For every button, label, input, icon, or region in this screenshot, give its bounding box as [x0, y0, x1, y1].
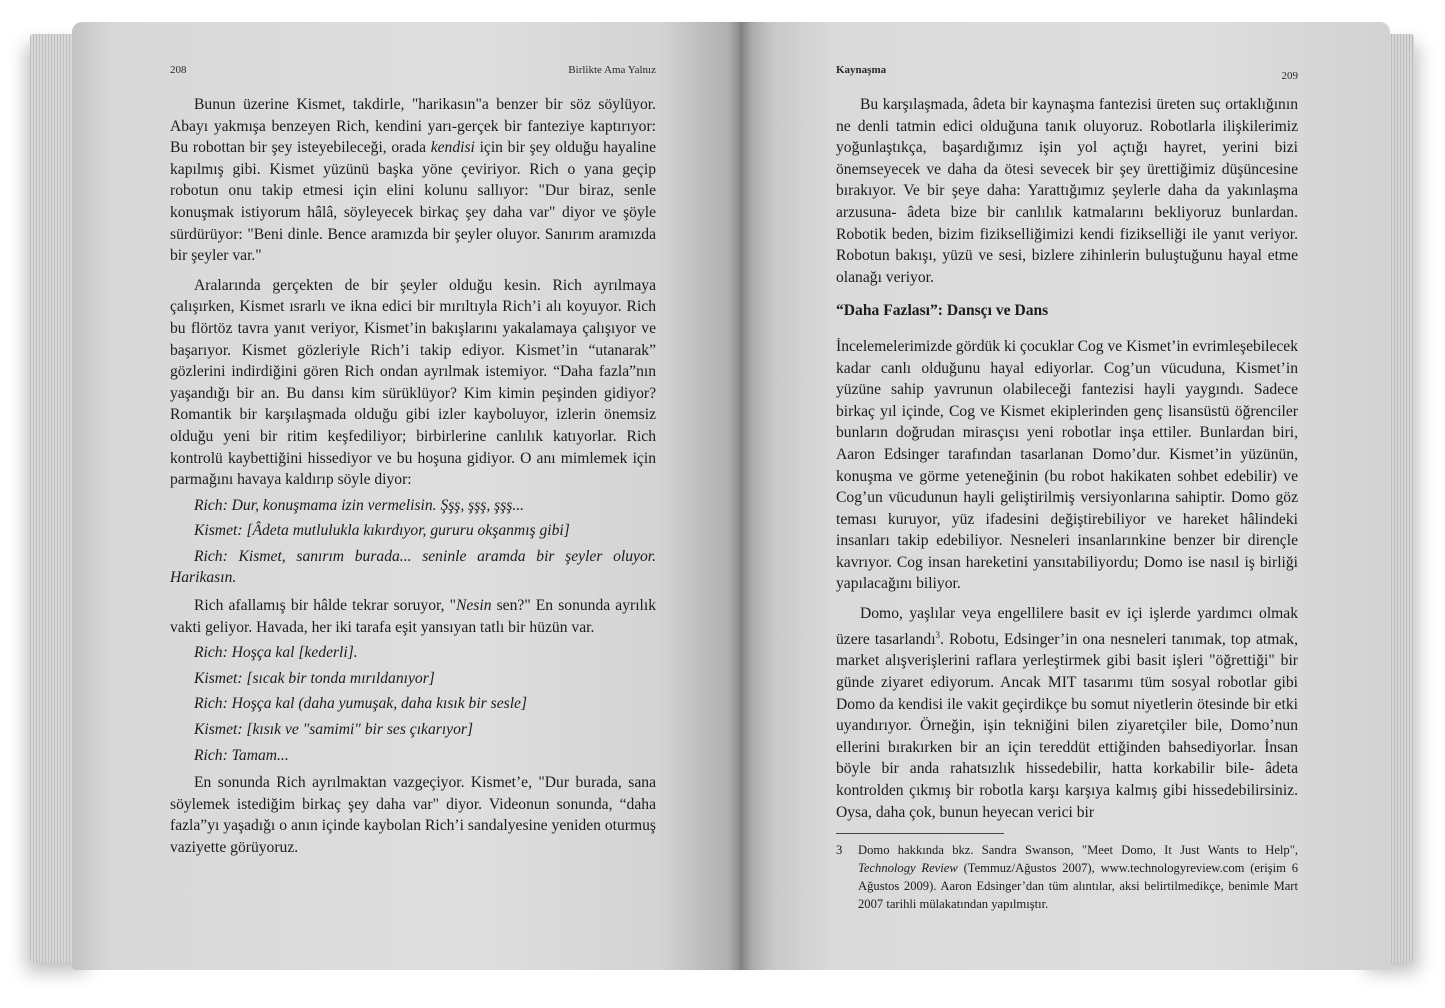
right-paragraph-3: Domo, yaşlılar veya engellilere basit ev içi işlerde yardımcı olmak üzere tasarlandı$^3$. Robotu, Edsinger’in ona nesneleri tanımak, top atmak, market alışverişlerini raflara yerleştirmek gibi basit işleri "öğrettiği" bir günde ziyaret ediyorum. Ancak MIT tasarımı tüm sosyal robotlar gibi Domo da kendisi ile vakit geçirdikçe bu somut niyetlerin ötesinde bir etki uyandırıyor. Örneğin, işin tekniğini bilen ziyaretçiler bile, Domo’nun ellerini bırakırken bir an için tereddüt ettiğinden bahsediyorlar. İnsan böyle bir anda rahatsızlık hissedebilir, hatta korkabilir bile- âdeta kontrolden çıkmış bir robotla karşı karşıya kalmış gibi hissedebilirsiniz. Oysa, daha çok, bunun heyecan verici bir	[836, 605, 1298, 821]
dialog-line-6: Rich: Hoşça kal (daha yumuşak, daha kısık bir sesle]	[194, 695, 528, 713]
left-page-number: 208	[170, 64, 187, 76]
left-book-title: Birlikte Ama Yalnız	[568, 64, 656, 76]
right-paragraph-1: Bu karşılaşmada, âdeta bir kaynaşma fantezisi üreten suç ortaklığının ne denli tatmin edici olduğuna tanık oluyoruz. Robotlarla ilişkilerimiz yoğunlaştıkça, başardığımız işin yol açtığı hayret, yerini bizi önemseyecek ve daha da ötesi sevecek bir şey ürettiğimiz düşüncesine bırakıyor. Ve bir şeye daha: Yarattığımız şeylerle daha da yakınlaşma arzusuna- âdeta bize bir canlılık katmalarını bekliyoruz bunlardan. Robotik beden, bizim fizikselliğimizi kendi fizikselliği ile yanıt veriyor. Robotun bakışı, yüzü ve sesi, bizlere zihinlerin buluştuğunu hayal etme olanağı veriyor.	[836, 96, 1298, 286]
emphasis-nesin: Nesin	[455, 597, 492, 615]
footnote-emphasis: Technology Review	[858, 860, 958, 875]
dialog-line-2: Kismet: [Âdeta mutlulukla kıkırdıyor, gururu okşanmış gibi]	[194, 522, 570, 540]
dialog-line-8: Rich: Tamam...	[194, 746, 289, 764]
right-running-head	[836, 64, 1298, 94]
footnote	[836, 842, 1298, 913]
left-page	[72, 22, 740, 970]
left-paragraph-1: Bunun üzerine Kismet, takdirle, "harikasın"a benzer bir söz söylüyor. Abayı yakmışa benzeyen Rich, kendini yarı-gerçek bir fanteziye kaptırıyor: Bu robottan bir şey isteyebileceği, orada kendisi için bir şey olduğu hayaline kapılmış gibi. Kismet yüzünü başka yöne çeviriyor. Rich o yana geçip robotun onu takip etmesi için elini kolunu sallıyor: "Dur biraz, senle konuşmak istiyorum hâlâ, söyleyecek birkaç şey daha var" diyor ve şöyle sürdürüyor: "Beni dinle. Bence aramızda bir şeyler oluyor. Sanırım aramızda bir şeyler var."	[170, 96, 657, 265]
right-chapter-title: Kaynaşma	[836, 64, 887, 76]
section-heading: “Daha Fazlası”: Dansçı ve Dans	[836, 302, 1049, 320]
footnote-number: 3	[836, 843, 843, 858]
footnote-reference: 3	[935, 629, 941, 640]
dialog-line-1: Rich: Dur, konuşmama izin vermelisin. Şşş, şşş, şşş...	[194, 496, 525, 514]
dialog-line-4: Rich: Hoşça kal [kederli].	[194, 644, 358, 662]
right-page-number: 209	[1281, 70, 1298, 82]
footnote-text: Domo hakkında bkz. Sandra Swanson, "Meet Domo, It Just Wants to Help", Technology Review (Temmuz/Ağustos 2007), www.technologyreview.com (erişim 6 Ağustos 2009). Aaron Edsinger’dan tüm alıntılar, aksi belirtilmedikçe, benimle Mart 2007 tarihli mülakatından yapılmıştır.	[858, 843, 1298, 911]
left-paragraph-4: En sonunda Rich ayrılmaktan vazgeçiyor. Kismet’e, "Dur burada, sana söylemek istediğim birkaç şey daha var" diyor. Videonun sonunda, “daha fazla”yı yaşadığı o anın içinde kaybolan Rich’i sandalyesine yeniden oturmuş vaziyette görüyoruz.	[170, 774, 656, 856]
left-page-text	[170, 94, 656, 859]
left-running-head	[170, 64, 656, 94]
dialog-line-5: Kismet: [sıcak bir tonda mırıldanıyor]	[194, 669, 435, 687]
left-paragraph-2: Aralarında gerçekten de bir şeyler olduğu kesin. Rich ayrılmaya çalışırken, Kismet ısrarlı ve ikna edici bir mırıltıyla Rich’i alı koyuyor. Rich bu flörtöz tavra yanıt veriyor, Kismet’in bakışlarını yakalamaya çalışıyor ve başarıyor. Kismet gözleriyle Rich’i takip ediyor. Kismet’in “utanarak” gözlerini indirdiğini gören Rich ondan ayrılmak istemiyor. “Daha fazla”nın yaşandığı bir an. Bu dansı kim sürüklüyor? Kim kimin peşinden gidiyor? Romantik bir karşılaşmada olduğu gibi izler kayboluyor, izlerin önemsiz olduğu yeni bir ritim keşfediliyor; birbirlerine canlılık katıyorlar. Rich kontrolü kaybettiğini hissediyor ve bu hoşuna gidiyor. O anı mimlemek için parmağını havaya kaldırıp söyle diyor:	[170, 276, 656, 489]
right-page	[740, 22, 1390, 970]
dialog-line-7: Kismet: [kısık ve "samimi" bir ses çıkarıyor]	[194, 721, 474, 739]
footnote-divider	[836, 833, 1004, 834]
right-page-text	[836, 94, 1298, 823]
dialog-line-3: Rich: Kismet, sanırım burada... seninle aramda bir şeyler oluyor. Harikasın.	[170, 547, 656, 587]
book-gutter-shadow	[728, 22, 752, 970]
left-paragraph-3: Rich afallamış bir hâlde tekrar soruyor, "Nesin sen?" En sonunda ayrılık vakti geliyor. Havada, her iki tarafa eşit yansıyan tatlı bir hüzün var.	[170, 597, 656, 636]
right-paragraph-2: İncelemelerimizde gördük ki çocuklar Cog ve Kismet’in evrimleşebilecek kadar canlı olduğunu hayal ediyorlar. Cog’un vücuduna, Kismet’in yüzüne sahip yavrunun olabileceği fantezisi hayli yaygındı. Sadece birkaç yıl içinde, Cog ve Kismet ekiplerinden genç lisansüstü öğrenciler bunların doğrudan mirasçısı yeni robotlar inşa ettiler. Bunlardan biri, Aaron Edsinger tarafından tasarlanan Domo’dur. Kismet’in yüzünün, konuşma ve görme yeteneğinin (bu robot hakikaten sohbet edebilir) ve Cog’un vücudunun hayli geliştirilmiş versiyonlarına sahiptir. Domo göz teması kuruyor, yüz ifadesini değiştirebiliyor ve hareket hâlindeki insanları takip edebiliyor. Nesneleri insanlarınkine benzer bir dirençle kavrıyor. Cog insan hareketini yansıtabiliyordu; Domo ise nasıl iş birliği yapılacağını biliyor.	[836, 337, 1299, 593]
emphasis-kendisi: kendisi	[430, 139, 475, 157]
